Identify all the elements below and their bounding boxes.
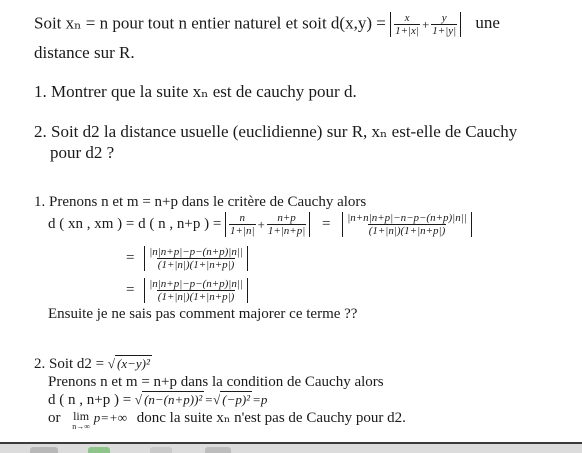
answer-1-equation-3: = |n|n+p|−p−(n+p)|n|| (1+|n|)(1+|n+p|) — [126, 278, 248, 303]
fraction-x: x 1+|x| — [395, 12, 419, 37]
answer-1-equation-1: d ( xn , xm ) = d ( n , n+p ) = n 1+|n| + $\frac{n+p}{1+|n+p|}$ = |n+n|n+p|−n−p−(n+p)|n|| (1+|n|)(1+|n+p|) — [48, 212, 472, 237]
statement-line-2: distance sur R. — [34, 43, 135, 62]
absolute-value-expression: x 1+|x| + $\frac{y}{1+|y|}$ — [390, 12, 461, 37]
answer-2-line-2: Prenons n et m = n+p dans la condition de Cauchy alors — [48, 374, 384, 390]
limit-operator: lim n→∞ — [72, 409, 90, 431]
answer-1-note: Ensuite je ne sais pas comment majorer ce terme ?? — [48, 306, 358, 322]
answer-2-line-4: or lim n→∞ p=+∞ donc la suite xₙ n'est pas de Cauchy pour d2. — [48, 409, 406, 431]
fraction-y: $\frac{y}{1+|y|}$ — [432, 12, 457, 37]
statement-line-1 — [34, 12, 500, 37]
question-2-line-1: 2. Soit d2 la distance usuelle (euclidienne) sur R, xₙ est-elle de Cauchy — [34, 122, 518, 141]
answer-2-line-1: 2. Soit d2 = √ (x−y)² — [34, 356, 150, 372]
answer-1-intro: 1. Prenons n et m = n+p dans le critère de Cauchy alors — [34, 194, 367, 210]
answer-1-equation-2: = |n|n+p|−p−(n+p)|n|| (1+|n|)(1+|n+p|) — [126, 246, 248, 271]
taskbar-button[interactable] — [150, 447, 172, 453]
taskbar-button[interactable] — [205, 447, 231, 453]
taskbar-button[interactable] — [88, 447, 110, 453]
statement-intro: Soit xₙ = n pour tout n entier naturel et soit d(x,y) = — [34, 13, 386, 33]
taskbar-button[interactable] — [30, 447, 58, 453]
statement-une: une — [475, 13, 500, 33]
question-1: 1. Montrer que la suite xₙ est de cauchy pour d. — [34, 82, 357, 101]
sqrt-expression: √ (x−y)² — [107, 356, 150, 371]
question-2-line-2: pour d2 ? — [50, 143, 115, 162]
answer-2-line-3: d ( n , n+p ) = √ (n−(n+p))² =√ (−p)² =p — [48, 392, 268, 408]
